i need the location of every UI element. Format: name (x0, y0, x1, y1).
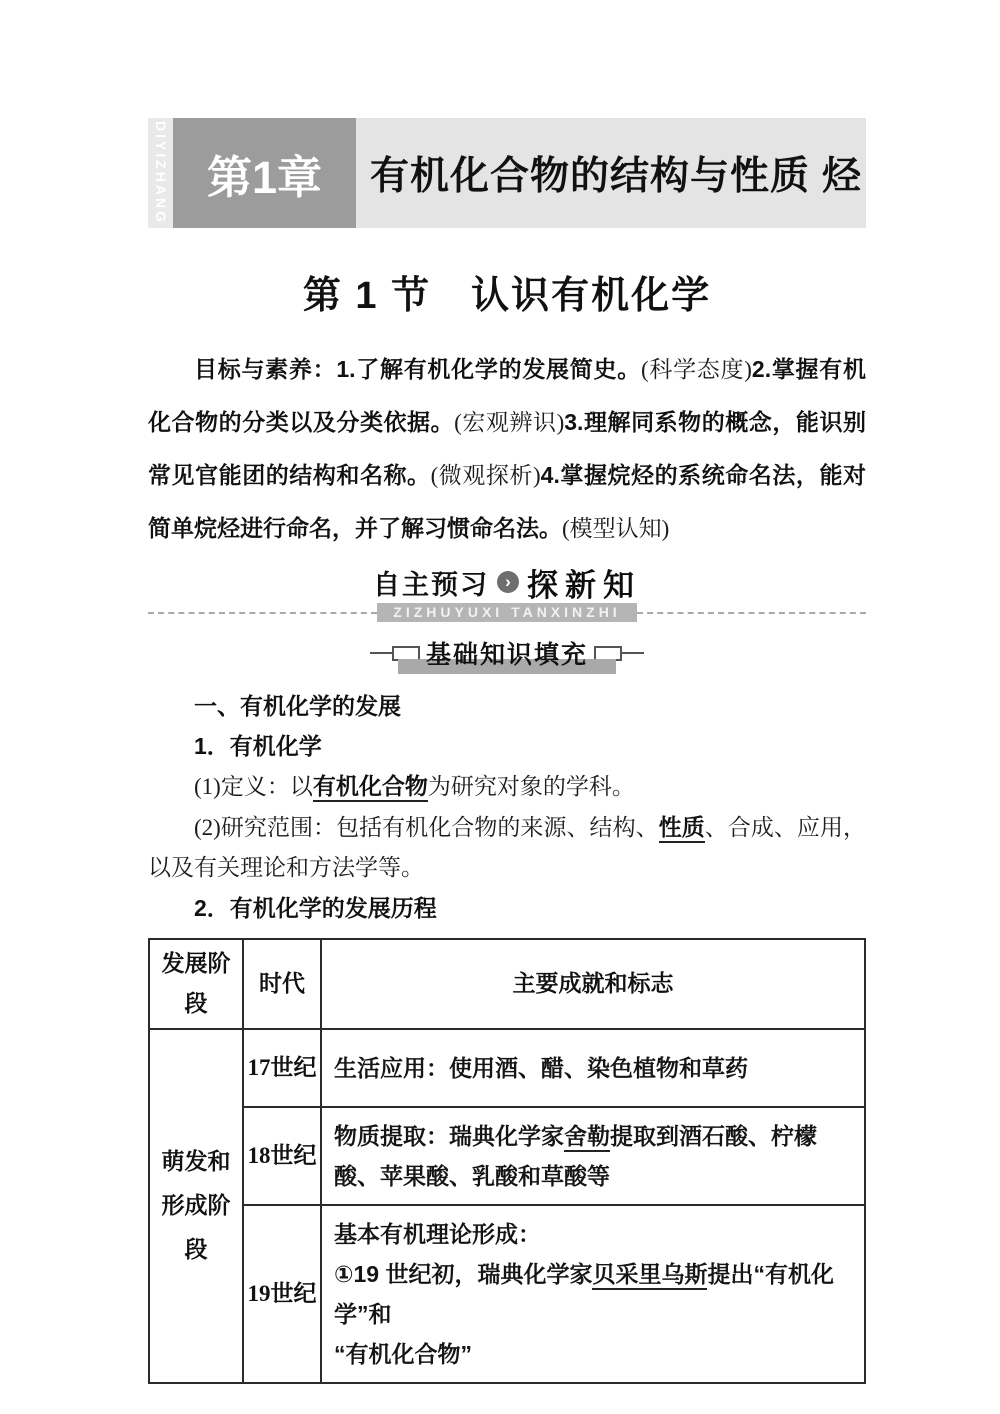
achievement-line3: “有机化合物” (334, 1341, 472, 1367)
underlined-chemist: 舍勒 (564, 1123, 610, 1152)
achievement-line2-suffix: 提出“有机化学”和 (334, 1261, 834, 1327)
banner-separator (148, 603, 866, 622)
heading-development-history: 2．有机化学的发展历程 (194, 895, 437, 921)
header-era: 时代 (243, 939, 321, 1029)
lesson-body (148, 686, 866, 928)
objective-text: 目标与素养：1.了解有机化学的发展简史。 (194, 356, 641, 382)
definition-prefix: (1)定义：以 (194, 774, 313, 799)
table-header-row (149, 939, 865, 1029)
table-row (149, 1107, 865, 1205)
definition-suffix: 为研究对象的学科。 (427, 774, 635, 799)
achievement-line1: 基本有机理论形成： (334, 1221, 541, 1247)
achievement-line2-prefix: ①19 世纪初，瑞典化学家 (334, 1261, 593, 1287)
banner-romanized-bar: ZIZHUYUXI TANXINZHI (377, 603, 636, 622)
scope-prefix: (2)研究范围：包括有机化合物的来源、结构、 (194, 815, 659, 840)
banner-title (148, 563, 866, 601)
heading-organic-chemistry: 1．有机化学 (194, 733, 322, 759)
definition-underlined-term: 有机化合物 (313, 773, 428, 802)
header-achievements: 主要成就和标志 (321, 939, 865, 1029)
scope-paragraph (148, 807, 866, 888)
badge-text (420, 635, 594, 671)
objective-tag: (科学态度) (640, 357, 752, 382)
achievement-cell: 生活应用：使用酒、醋、染色植物和草药 (321, 1029, 865, 1107)
badge-label: 基础知识填充 (425, 641, 588, 669)
objective-text: 4.掌握烷烃的系统命名法，能对简单烷烃进行命名，并了解习惯命名法。 (148, 462, 866, 541)
objective-tag: (模型认知) (562, 516, 670, 541)
era-cell: 19世纪 (243, 1205, 321, 1383)
objective-text: 3.理解同系物的概念，能识别常见官能团的结构和名称。 (148, 409, 867, 488)
achievement-line2 (334, 1254, 852, 1334)
banner-title-right: 探新知 (527, 567, 641, 603)
objective-tag: (宏观辨识) (454, 410, 565, 435)
heading-development: 一、有机化学的发展 (194, 693, 401, 719)
underlined-chemist: 贝采里乌斯 (592, 1261, 707, 1290)
header-stage: 发展阶段 (149, 939, 243, 1029)
table-row (149, 1029, 865, 1107)
achievement-prefix: 物质提取：瑞典化学家 (334, 1123, 564, 1149)
scope-suffix: 、合成、应用，以及有关理论和方法学等。 (148, 815, 867, 880)
era-cell: 17世纪 (243, 1029, 321, 1107)
chapter-number-box: 第1章 (173, 118, 356, 228)
development-stages-table (148, 938, 866, 1384)
achievement-cell (321, 1107, 865, 1205)
banner-title-left: 自主预习 (373, 569, 489, 600)
self-study-banner (148, 563, 866, 622)
section-title: 第 1 节 认识有机化学 (302, 275, 712, 317)
objective-text: 2.掌握有机化合物的分类以及分类依据。 (148, 356, 867, 435)
basics-badge (148, 636, 866, 670)
chapter-side-label: DIYIZHANG (148, 118, 173, 228)
objectives-paragraph (148, 343, 866, 555)
table-row (149, 1205, 865, 1383)
chevron-circle-icon: › (497, 571, 519, 593)
stage-cell: 萌发和形成阶段 (149, 1029, 243, 1383)
chapter-header-band (148, 118, 866, 228)
scope-underlined-term: 性质 (659, 814, 705, 843)
achievement-cell (321, 1205, 865, 1383)
definition-paragraph (148, 766, 866, 807)
objective-tag: (微观探析) (430, 463, 541, 488)
achievement-suffix: 提取到酒石酸、柠檬酸、苹果酸、乳酸和草酸等 (334, 1123, 817, 1189)
era-cell: 18世纪 (243, 1107, 321, 1205)
chapter-title: 有机化合物的结构与性质 烃 (370, 155, 862, 198)
dashed-rule-left (148, 612, 377, 614)
dashed-rule-right (637, 612, 866, 614)
